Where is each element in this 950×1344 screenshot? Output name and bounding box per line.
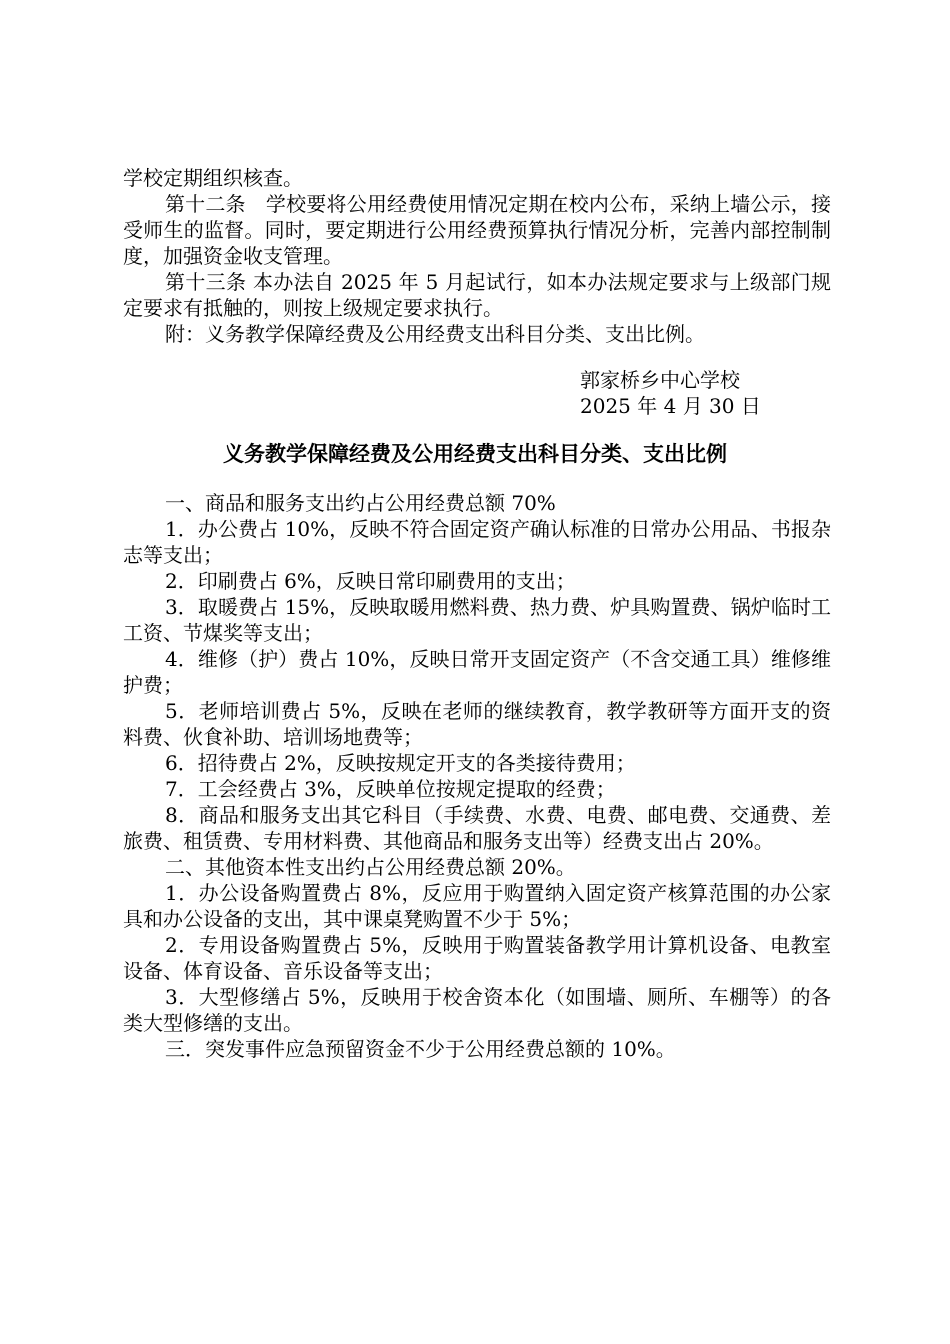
signature-org: 郭家桥乡中心学校 <box>580 368 740 392</box>
list-item: 2．专用设备购置费占 5%，反映用于购置装备教学用计算机设备、电教室设备、体育设备、音乐设备等支出； <box>123 933 831 983</box>
article-thirteen: 第十三条 本办法自 2025 年 5 月起试行，如本办法规定要求与上级部门规定要求有抵触的，则按上级规定要求执行。 <box>123 270 831 320</box>
section-heading: 二、其他资本性支出约占公用经费总额 20%。 <box>165 855 576 879</box>
paragraph-check: 学校定期组织核查。 <box>123 166 303 190</box>
list-item: 7．工会经费占 3%，反映单位按规定提取的经费； <box>165 777 616 801</box>
section-heading: 一、商品和服务支出约占公用经费总额 70% <box>165 491 556 515</box>
list-item: 1．办公设备购置费占 8%，反应用于购置纳入固定资产核算范围的办公家具和办公设备的支出，其中课桌凳购置不少于 5%； <box>123 881 831 931</box>
list-item: 3．大型修缮占 5%，反映用于校舍资本化（如围墙、厕所、车棚等）的各类大型修缮的支出。 <box>123 985 831 1035</box>
list-item: 2．印刷费占 6%，反映日常印刷费用的支出； <box>165 569 576 593</box>
list-item: 4．维修（护）费占 10%，反映日常开支固定资产（不含交通工具）维修维护费； <box>123 647 831 697</box>
section-heading: 三．突发事件应急预留资金不少于公用经费总额的 10%。 <box>165 1037 676 1061</box>
appendix-title: 义务教学保障经费及公用经费支出科目分类、支出比例 <box>223 442 727 466</box>
article-twelve: 第十二条 学校要将公用经费使用情况定期在校内公布，采纳上墙公示，接受师生的监督。同时，要定期进行公用经费预算执行情况分析，完善内部控制制度，加强资金收支管理。 <box>123 192 831 268</box>
list-item: 3．取暖费占 15%，反映取暖用燃料费、热力费、炉具购置费、锅炉临时工工资、节煤奖等支出； <box>123 595 831 645</box>
list-item: 5．老师培训费占 5%，反映在老师的继续教育，教学教研等方面开支的资料费、伙食补助、培训场地费等； <box>123 699 831 749</box>
appendix-note: 附：义务教学保障经费及公用经费支出科目分类、支出比例。 <box>165 322 705 346</box>
appendix-body <box>123 490 831 1062</box>
list-item: 8．商品和服务支出其它科目（手续费、水费、电费、邮电费、交通费、差旅费、租赁费、专用材料费、其他商品和服务支出等）经费支出占 20%。 <box>123 803 831 853</box>
list-item: 6．招待费占 2%，反映按规定开支的各类接待费用； <box>165 751 636 775</box>
closing-articles <box>123 165 831 347</box>
signature-date: 2025 年 4 月 30 日 <box>580 394 761 418</box>
list-item: 1．办公费占 10%，反映不符合固定资产确认标准的日常办公用品、书报杂志等支出； <box>123 517 831 567</box>
